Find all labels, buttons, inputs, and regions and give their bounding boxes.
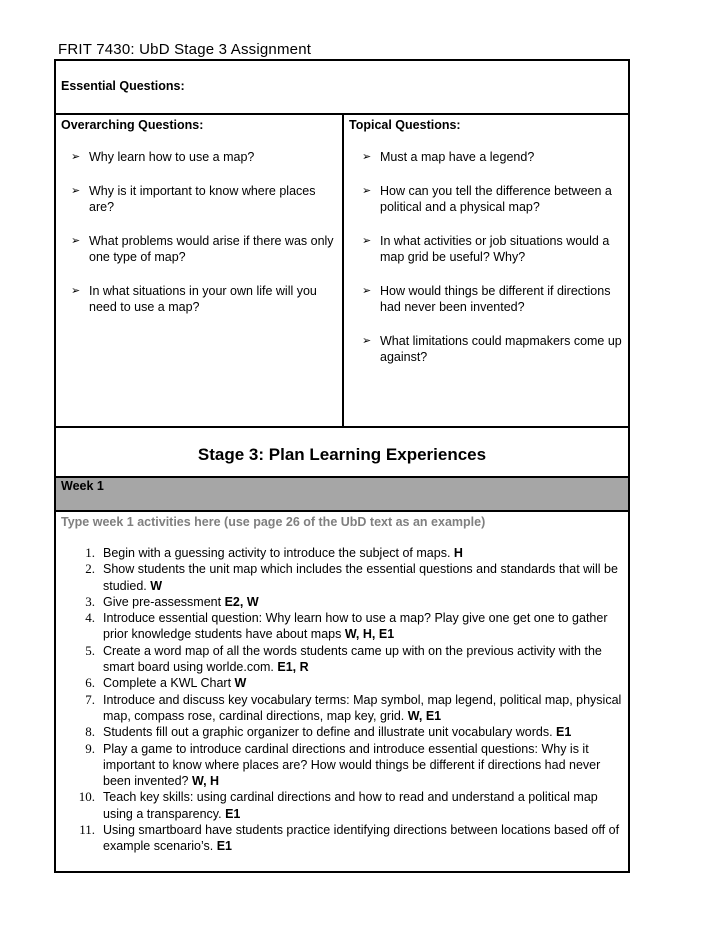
list-item: 9. Play a game to introduce cardinal directions and introduce essential questions: Why is it important to know where places are? How would things be different if directions had never been invented? W, H — [85, 740, 601, 789]
overarching-label: Overarching Questions: — [61, 118, 204, 132]
list-item: 4. Introduce essential question: Why learn how to use a map? Play give one get one to gather prior knowledge students have about maps W, H, E1 — [85, 610, 608, 642]
activities-heading: Type week 1 activities here (use page 26 of the UbD text as an example) — [61, 515, 486, 529]
arrow-bullet-icon: ➢ — [362, 234, 372, 247]
topical-label: Topical Questions: — [349, 118, 461, 132]
questions-table — [54, 113, 630, 428]
stage-header-box — [54, 426, 630, 478]
arrow-bullet-icon: ➢ — [362, 334, 372, 347]
list-item: 3. Give pre-assessment E2, W — [85, 593, 259, 609]
stage-title: Stage 3: Plan Learning Experiences — [197, 445, 487, 464]
list-item: ➢ How would things be different if directions had never been invented? — [362, 283, 611, 314]
list-item: 10. Teach key skills: using cardinal directions and how to read and understand a political map using a transparency. E1 — [78, 789, 598, 821]
arrow-bullet-icon: ➢ — [362, 284, 372, 297]
list-item: ➢ Must a map have a legend? — [362, 150, 535, 164]
list-item: ➢ Why is it important to know where places are? — [71, 183, 316, 214]
essential-questions-box — [54, 59, 630, 115]
list-item: 1. Begin with a guessing activity to introduce the subject of maps. H — [85, 545, 463, 560]
list-item: ➢ In what situations in your own life will you need to use a map? — [71, 283, 317, 314]
column-divider — [342, 115, 344, 426]
list-item: 8. Students fill out a graphic organizer to define and illustrate unit vocabulary words. E1 — [85, 724, 572, 740]
activities-box — [54, 510, 630, 873]
arrow-bullet-icon: ➢ — [362, 151, 372, 163]
list-item: ➢ How can you tell the difference between a political and a physical map? — [362, 183, 612, 214]
topical-list — [352, 149, 628, 383]
list-item: 2. Show students the unit map which includes the essential questions and standards that will be studied. W — [85, 561, 618, 593]
list-item: 11. Using smartboard have students practice identifying directions between locations based off of example scenario’s. E1 — [79, 822, 620, 854]
arrow-bullet-icon: ➢ — [71, 284, 81, 297]
arrow-bullet-icon: ➢ — [71, 184, 81, 197]
list-item: 7. Introduce and discuss key vocabulary terms: Map symbol, map legend, political map, physical map, compass rose, cardinal directions, map key, grid. W, E1 — [85, 691, 622, 723]
arrow-bullet-icon: ➢ — [362, 184, 372, 197]
week-label: Week 1 — [61, 479, 104, 493]
list-item: 5. Create a word map of all the words students came up with on the previous activity with the smart board using worlde.com. E1, R — [85, 642, 602, 675]
list-item: ➢ Why learn how to use a map? — [71, 150, 255, 164]
document-title: FRIT 7430: UbD Stage 3 Assignment — [58, 41, 312, 58]
list-item: 6. Complete a KWL Chart W — [85, 675, 247, 691]
list-item: ➢ What limitations could mapmakers come up against? — [362, 333, 622, 364]
arrow-bullet-icon: ➢ — [71, 234, 81, 247]
overarching-list — [61, 149, 336, 333]
essential-questions-label: Essential Questions: — [61, 79, 185, 93]
arrow-bullet-icon: ➢ — [71, 151, 81, 163]
list-item: ➢ In what activities or job situations would a map grid be useful? Why? — [362, 233, 610, 264]
week-header — [54, 476, 630, 512]
activities-list — [56, 545, 622, 855]
list-item: ➢ What problems would arise if there was only one type of map? — [71, 233, 334, 264]
